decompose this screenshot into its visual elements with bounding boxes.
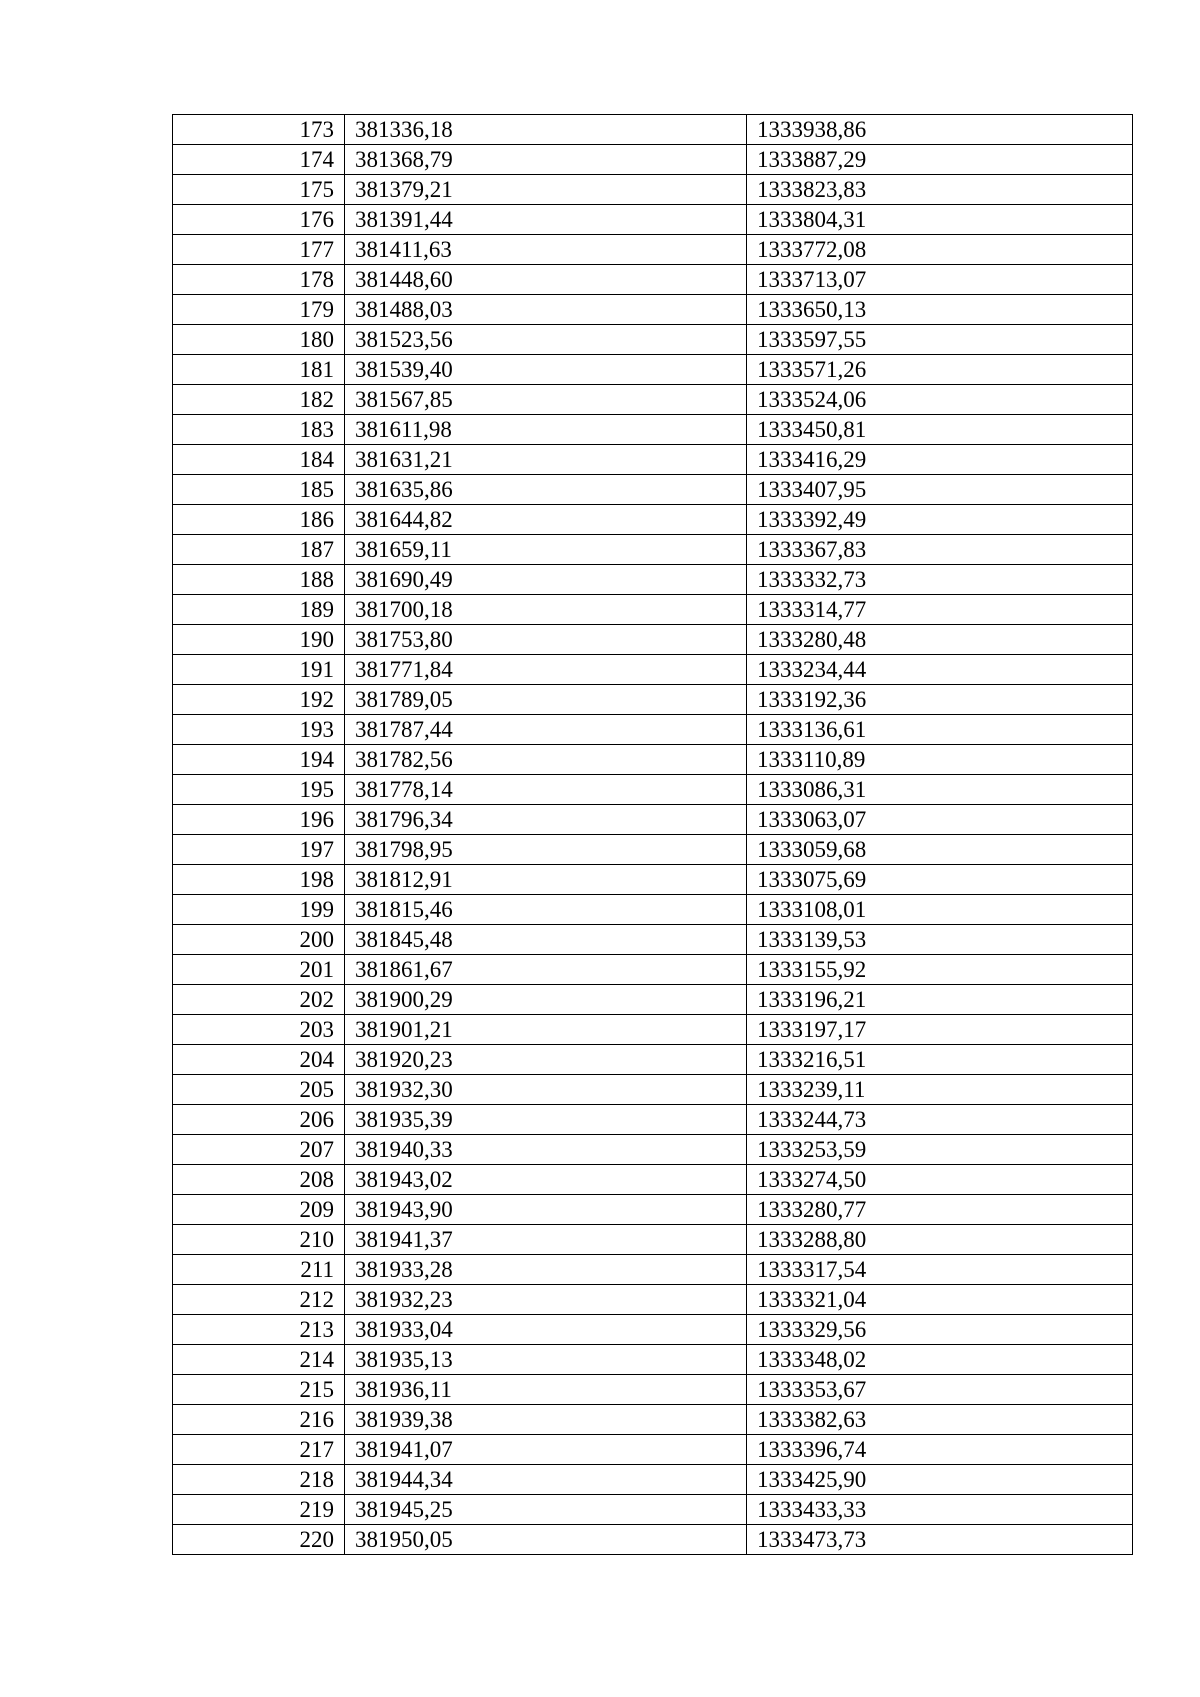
point-number-cell: 178	[173, 265, 345, 295]
point-number-cell: 191	[173, 655, 345, 685]
table-row	[173, 805, 1133, 835]
x-coordinate-cell: 381411,63	[345, 235, 747, 265]
y-coordinate-cell: 1333155,92	[747, 955, 1133, 985]
y-coordinate-cell: 1333650,13	[747, 295, 1133, 325]
point-number-cell: 218	[173, 1465, 345, 1495]
y-coordinate-cell: 1333823,83	[747, 175, 1133, 205]
table-row	[173, 1315, 1133, 1345]
point-number-cell: 200	[173, 925, 345, 955]
point-number-cell: 192	[173, 685, 345, 715]
point-number-cell: 201	[173, 955, 345, 985]
table-row	[173, 1195, 1133, 1225]
y-coordinate-cell: 1333392,49	[747, 505, 1133, 535]
table-row	[173, 685, 1133, 715]
table-row	[173, 475, 1133, 505]
point-number-cell: 202	[173, 985, 345, 1015]
x-coordinate-cell: 381631,21	[345, 445, 747, 475]
table-row	[173, 1015, 1133, 1045]
x-coordinate-cell: 381523,56	[345, 325, 747, 355]
table-row	[173, 775, 1133, 805]
point-number-cell: 217	[173, 1435, 345, 1465]
table-row	[173, 1105, 1133, 1135]
x-coordinate-cell: 381939,38	[345, 1405, 747, 1435]
y-coordinate-cell: 1333938,86	[747, 115, 1133, 145]
y-coordinate-cell: 1333407,95	[747, 475, 1133, 505]
y-coordinate-cell: 1333321,04	[747, 1285, 1133, 1315]
y-coordinate-cell: 1333244,73	[747, 1105, 1133, 1135]
table-row	[173, 445, 1133, 475]
table-row	[173, 235, 1133, 265]
y-coordinate-cell: 1333108,01	[747, 895, 1133, 925]
point-number-cell: 197	[173, 835, 345, 865]
point-number-cell: 205	[173, 1075, 345, 1105]
table-row	[173, 895, 1133, 925]
x-coordinate-cell: 381659,11	[345, 535, 747, 565]
x-coordinate-cell: 381932,23	[345, 1285, 747, 1315]
point-number-cell: 199	[173, 895, 345, 925]
x-coordinate-cell: 381539,40	[345, 355, 747, 385]
point-number-cell: 213	[173, 1315, 345, 1345]
y-coordinate-cell: 1333367,83	[747, 535, 1133, 565]
y-coordinate-cell: 1333416,29	[747, 445, 1133, 475]
point-number-cell: 186	[173, 505, 345, 535]
y-coordinate-cell: 1333234,44	[747, 655, 1133, 685]
y-coordinate-cell: 1333382,63	[747, 1405, 1133, 1435]
y-coordinate-cell: 1333063,07	[747, 805, 1133, 835]
table-row	[173, 625, 1133, 655]
point-number-cell: 219	[173, 1495, 345, 1525]
x-coordinate-cell: 381943,02	[345, 1165, 747, 1195]
point-number-cell: 193	[173, 715, 345, 745]
x-coordinate-cell: 381798,95	[345, 835, 747, 865]
table-row	[173, 835, 1133, 865]
x-coordinate-cell: 381690,49	[345, 565, 747, 595]
y-coordinate-cell: 1333280,48	[747, 625, 1133, 655]
x-coordinate-cell: 381935,39	[345, 1105, 747, 1135]
table-row	[173, 265, 1133, 295]
point-number-cell: 187	[173, 535, 345, 565]
y-coordinate-cell: 1333804,31	[747, 205, 1133, 235]
table-row	[173, 1345, 1133, 1375]
point-number-cell: 209	[173, 1195, 345, 1225]
y-coordinate-cell: 1333059,68	[747, 835, 1133, 865]
y-coordinate-cell: 1333192,36	[747, 685, 1133, 715]
x-coordinate-cell: 381861,67	[345, 955, 747, 985]
y-coordinate-cell: 1333332,73	[747, 565, 1133, 595]
table-row	[173, 205, 1133, 235]
x-coordinate-cell: 381611,98	[345, 415, 747, 445]
point-number-cell: 214	[173, 1345, 345, 1375]
x-coordinate-cell: 381336,18	[345, 115, 747, 145]
point-number-cell: 180	[173, 325, 345, 355]
x-coordinate-cell: 381771,84	[345, 655, 747, 685]
point-number-cell: 210	[173, 1225, 345, 1255]
y-coordinate-cell: 1333139,53	[747, 925, 1133, 955]
table-row	[173, 1045, 1133, 1075]
x-coordinate-cell: 381950,05	[345, 1525, 747, 1555]
x-coordinate-cell: 381368,79	[345, 145, 747, 175]
y-coordinate-cell: 1333136,61	[747, 715, 1133, 745]
table-row	[173, 1375, 1133, 1405]
table-row	[173, 175, 1133, 205]
x-coordinate-cell: 381796,34	[345, 805, 747, 835]
x-coordinate-cell: 381379,21	[345, 175, 747, 205]
x-coordinate-cell: 381700,18	[345, 595, 747, 625]
table-row	[173, 1495, 1133, 1525]
table-row	[173, 1435, 1133, 1465]
x-coordinate-cell: 381900,29	[345, 985, 747, 1015]
x-coordinate-cell: 381635,86	[345, 475, 747, 505]
point-number-cell: 173	[173, 115, 345, 145]
x-coordinate-cell: 381935,13	[345, 1345, 747, 1375]
x-coordinate-cell: 381845,48	[345, 925, 747, 955]
table-row	[173, 1405, 1133, 1435]
y-coordinate-cell: 1333433,33	[747, 1495, 1133, 1525]
x-coordinate-cell: 381936,11	[345, 1375, 747, 1405]
x-coordinate-cell: 381782,56	[345, 745, 747, 775]
table-row	[173, 325, 1133, 355]
point-number-cell: 175	[173, 175, 345, 205]
y-coordinate-cell: 1333110,89	[747, 745, 1133, 775]
table-row	[173, 295, 1133, 325]
y-coordinate-cell: 1333713,07	[747, 265, 1133, 295]
point-number-cell: 196	[173, 805, 345, 835]
table-row	[173, 745, 1133, 775]
y-coordinate-cell: 1333425,90	[747, 1465, 1133, 1495]
point-number-cell: 182	[173, 385, 345, 415]
y-coordinate-cell: 1333197,17	[747, 1015, 1133, 1045]
x-coordinate-cell: 381945,25	[345, 1495, 747, 1525]
point-number-cell: 179	[173, 295, 345, 325]
x-coordinate-cell: 381488,03	[345, 295, 747, 325]
x-coordinate-cell: 381933,28	[345, 1255, 747, 1285]
y-coordinate-cell: 1333314,77	[747, 595, 1133, 625]
point-number-cell: 204	[173, 1045, 345, 1075]
point-number-cell: 216	[173, 1405, 345, 1435]
x-coordinate-cell: 381941,07	[345, 1435, 747, 1465]
y-coordinate-cell: 1333288,80	[747, 1225, 1133, 1255]
y-coordinate-cell: 1333772,08	[747, 235, 1133, 265]
y-coordinate-cell: 1333887,29	[747, 145, 1133, 175]
table-row	[173, 535, 1133, 565]
y-coordinate-cell: 1333317,54	[747, 1255, 1133, 1285]
x-coordinate-cell: 381941,37	[345, 1225, 747, 1255]
y-coordinate-cell: 1333353,67	[747, 1375, 1133, 1405]
y-coordinate-cell: 1333597,55	[747, 325, 1133, 355]
point-number-cell: 185	[173, 475, 345, 505]
point-number-cell: 220	[173, 1525, 345, 1555]
x-coordinate-cell: 381391,44	[345, 205, 747, 235]
point-number-cell: 211	[173, 1255, 345, 1285]
x-coordinate-cell: 381644,82	[345, 505, 747, 535]
y-coordinate-cell: 1333329,56	[747, 1315, 1133, 1345]
x-coordinate-cell: 381943,90	[345, 1195, 747, 1225]
table-row	[173, 655, 1133, 685]
table-row	[173, 1075, 1133, 1105]
y-coordinate-cell: 1333450,81	[747, 415, 1133, 445]
table-row	[173, 925, 1133, 955]
table-row	[173, 115, 1133, 145]
table-row	[173, 1225, 1133, 1255]
table-row	[173, 985, 1133, 1015]
table-row	[173, 955, 1133, 985]
x-coordinate-cell: 381789,05	[345, 685, 747, 715]
table-row	[173, 1465, 1133, 1495]
y-coordinate-cell: 1333524,06	[747, 385, 1133, 415]
x-coordinate-cell: 381448,60	[345, 265, 747, 295]
x-coordinate-cell: 381944,34	[345, 1465, 747, 1495]
point-number-cell: 195	[173, 775, 345, 805]
table-row	[173, 1285, 1133, 1315]
y-coordinate-cell: 1333280,77	[747, 1195, 1133, 1225]
table-row	[173, 1255, 1133, 1285]
x-coordinate-cell: 381787,44	[345, 715, 747, 745]
y-coordinate-cell: 1333075,69	[747, 865, 1133, 895]
table-row	[173, 1165, 1133, 1195]
y-coordinate-cell: 1333239,11	[747, 1075, 1133, 1105]
table-row	[173, 595, 1133, 625]
point-number-cell: 188	[173, 565, 345, 595]
point-number-cell: 207	[173, 1135, 345, 1165]
x-coordinate-cell: 381567,85	[345, 385, 747, 415]
coordinates-table	[172, 114, 1133, 1555]
point-number-cell: 212	[173, 1285, 345, 1315]
point-number-cell: 181	[173, 355, 345, 385]
point-number-cell: 198	[173, 865, 345, 895]
point-number-cell: 189	[173, 595, 345, 625]
point-number-cell: 208	[173, 1165, 345, 1195]
x-coordinate-cell: 381815,46	[345, 895, 747, 925]
y-coordinate-cell: 1333571,26	[747, 355, 1133, 385]
x-coordinate-cell: 381812,91	[345, 865, 747, 895]
table-row	[173, 865, 1133, 895]
point-number-cell: 206	[173, 1105, 345, 1135]
x-coordinate-cell: 381753,80	[345, 625, 747, 655]
y-coordinate-cell: 1333216,51	[747, 1045, 1133, 1075]
y-coordinate-cell: 1333274,50	[747, 1165, 1133, 1195]
table-row	[173, 385, 1133, 415]
point-number-cell: 203	[173, 1015, 345, 1045]
x-coordinate-cell: 381778,14	[345, 775, 747, 805]
x-coordinate-cell: 381940,33	[345, 1135, 747, 1165]
point-number-cell: 184	[173, 445, 345, 475]
y-coordinate-cell: 1333473,73	[747, 1525, 1133, 1555]
y-coordinate-cell: 1333348,02	[747, 1345, 1133, 1375]
point-number-cell: 174	[173, 145, 345, 175]
table-row	[173, 355, 1133, 385]
table-row	[173, 415, 1133, 445]
table-row	[173, 565, 1133, 595]
y-coordinate-cell: 1333086,31	[747, 775, 1133, 805]
x-coordinate-cell: 381920,23	[345, 1045, 747, 1075]
point-number-cell: 190	[173, 625, 345, 655]
point-number-cell: 183	[173, 415, 345, 445]
coordinates-table-body	[173, 115, 1133, 1555]
y-coordinate-cell: 1333196,21	[747, 985, 1133, 1015]
table-row	[173, 1525, 1133, 1555]
table-row	[173, 715, 1133, 745]
table-row	[173, 145, 1133, 175]
y-coordinate-cell: 1333396,74	[747, 1435, 1133, 1465]
point-number-cell: 194	[173, 745, 345, 775]
table-row	[173, 505, 1133, 535]
x-coordinate-cell: 381901,21	[345, 1015, 747, 1045]
point-number-cell: 176	[173, 205, 345, 235]
point-number-cell: 177	[173, 235, 345, 265]
table-row	[173, 1135, 1133, 1165]
x-coordinate-cell: 381933,04	[345, 1315, 747, 1345]
y-coordinate-cell: 1333253,59	[747, 1135, 1133, 1165]
point-number-cell: 215	[173, 1375, 345, 1405]
x-coordinate-cell: 381932,30	[345, 1075, 747, 1105]
